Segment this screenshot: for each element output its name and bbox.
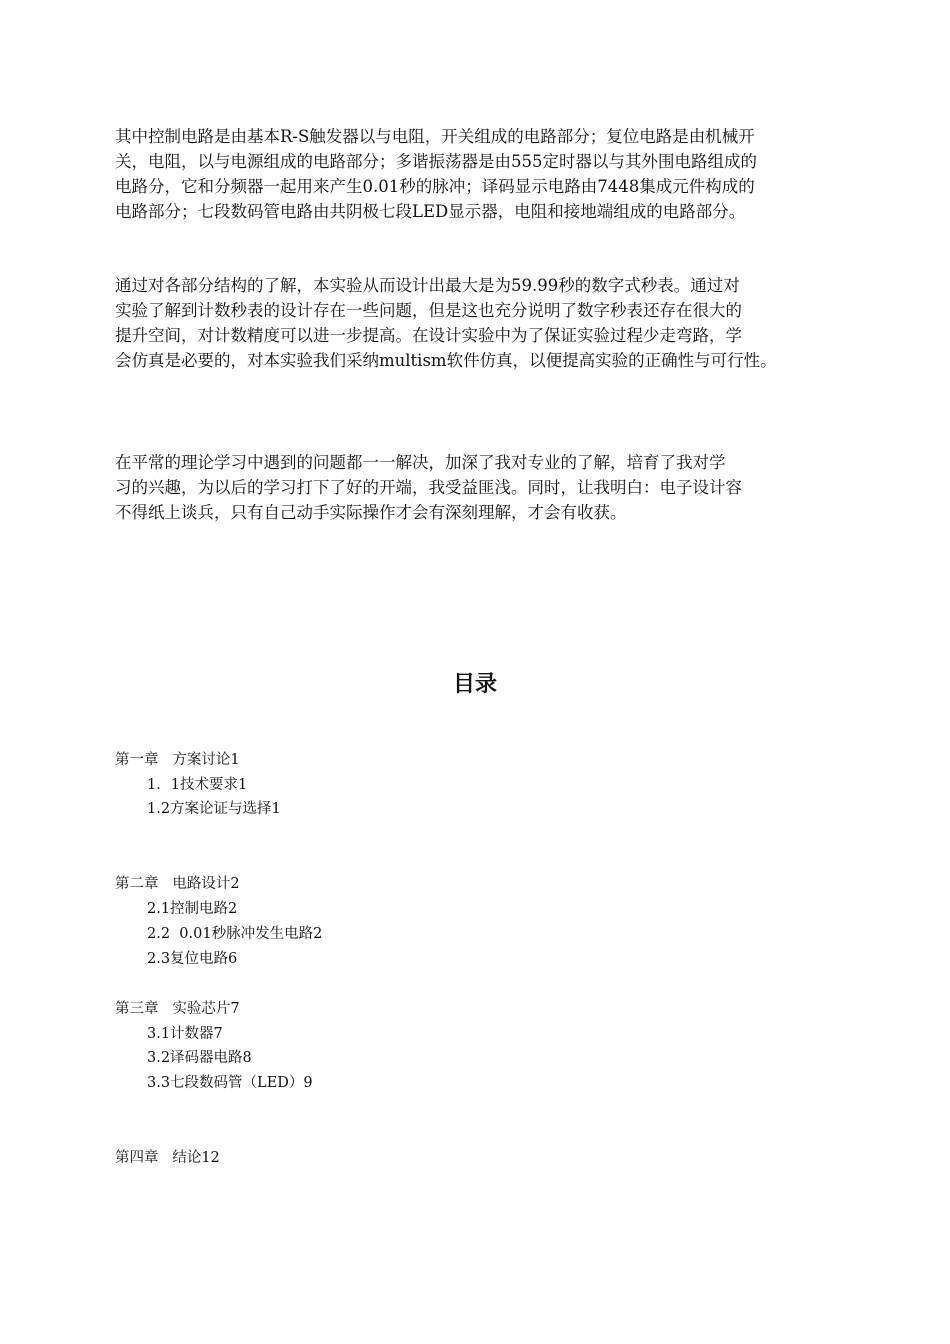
toc-section-entry[interactable]: 3.2译码器电路8: [147, 1050, 252, 1066]
paragraph-line: 其中控制电路是由基本R-S触发器以与电阻，开关组成的电路部分；复位电路是由机械开: [115, 127, 755, 146]
paragraph-line: 提升空间，对计数精度可以进一步提高。在设计实验中为了保证实验过程少走弯路，学: [115, 326, 742, 345]
toc-section-entry[interactable]: 2.3复位电路6: [147, 951, 238, 967]
body-paragraph: [115, 450, 742, 525]
paragraph-line: 会仿真是必要的，对本实验我们采纳multism软件仿真，以便提高实验的正确性与可行性。: [115, 351, 777, 370]
toc-section-entry[interactable]: 1.2方案论证与选择1: [147, 801, 281, 817]
paragraph-line: 在平常的理论学习中遇到的问题都一一解决，加深了我对专业的了解，培育了我对学: [115, 453, 726, 472]
paragraph-line: 关，电阻，以与电源组成的电路部分；多谐振荡器是由555定时器以与其外围电路组成的: [115, 152, 757, 171]
paragraph-line: 电路部分；七段数码管电路由共阴极七段LED显示器，电阻和接地端组成的电路部分。: [115, 202, 746, 221]
toc-chapter-entry[interactable]: 第四章 结论12: [115, 1150, 220, 1166]
toc-chapter-entry[interactable]: 第一章 方案讨论1: [115, 752, 240, 768]
paragraph-line: 电路分，它和分频器一起用来产生0.01秒的脉冲；译码显示电路由7448集成元件构成的: [115, 177, 755, 196]
toc-title: 目录: [452, 672, 497, 697]
body-paragraph: [115, 124, 757, 224]
body-paragraph: [115, 273, 777, 373]
paragraph-line: 不得纸上谈兵，只有自己动手实际操作才会有深刻理解，才会有收获。: [115, 503, 627, 522]
toc-section-entry[interactable]: 2.1控制电路2: [147, 901, 238, 917]
toc-section-entry[interactable]: 3.3七段数码管（LED）9: [147, 1075, 313, 1091]
paragraph-line: 通过对各部分结构的了解，本实验从而设计出最大是为59.99秒的数字式秒表。通过对: [115, 276, 740, 295]
toc-section-entry[interactable]: 2.2 0.01秒脉冲发生电路2: [147, 926, 323, 942]
paragraph-line: 习的兴趣，为以后的学习打下了好的开端，我受益匪浅。同时，让我明白：电子设计容: [115, 478, 742, 497]
toc-chapter-entry[interactable]: 第三章 实验芯片7: [115, 1001, 240, 1017]
toc-chapter-entry[interactable]: 第二章 电路设计2: [115, 876, 240, 892]
toc-section-entry[interactable]: 3.1计数器7: [147, 1026, 223, 1042]
paragraph-line: 实验了解到计数秒表的设计存在一些问题，但是这也充分说明了数字秒表还存在很大的: [115, 301, 742, 320]
toc-section-entry[interactable]: 1．1技术要求1: [147, 777, 248, 793]
